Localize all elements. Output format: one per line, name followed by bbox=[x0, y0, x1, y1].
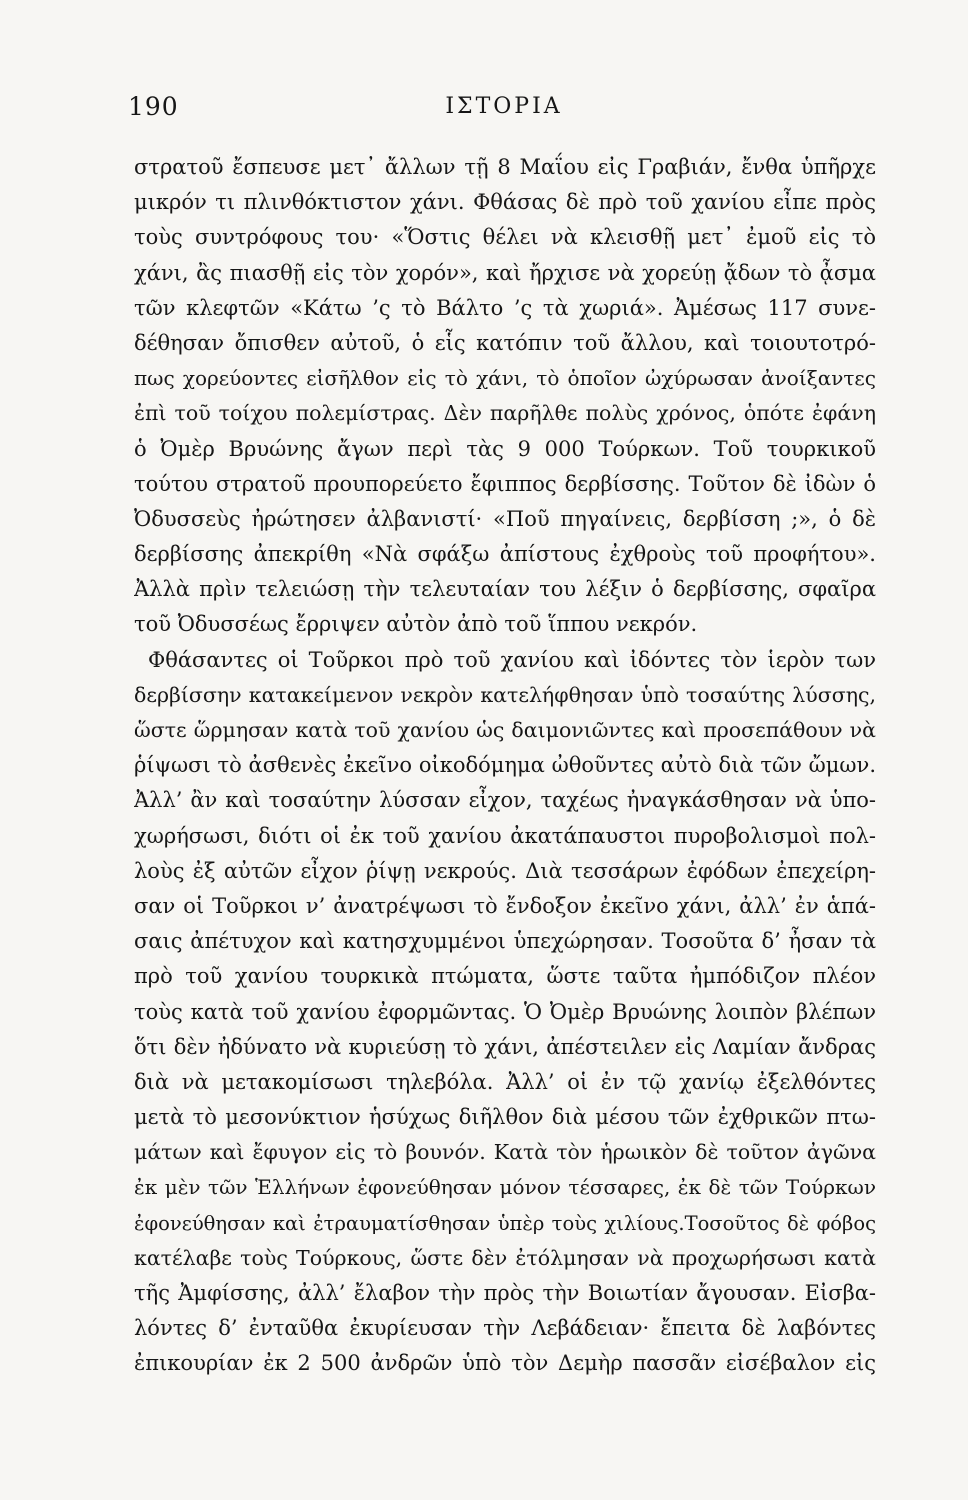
text-line: στρατοῦ ἔσπευσε μετ᾽ ἄλλων τῇ 8 Μαΐου εἰς Γραβιάν, ἔνθα ὑπῆρχε bbox=[134, 155, 876, 179]
text-line: τοῦ Ὀδυσσέως ἔρριψεν αὐτὸν ἀπὸ τοῦ ἵππου νεκρόν. bbox=[134, 612, 698, 637]
text-line: τῆς Ἀμφίσσης, ἀλλ’ ἔλαβον τὴν πρὸς τὴν Βοιωτίαν ἄγουσαν. Εἰσβα- bbox=[134, 1281, 876, 1305]
text-line: ὁ Ὀμὲρ Βρυώνης ἄγων περὶ τὰς 9 000 Τούρκων. Τοῦ τουρκικοῦ bbox=[134, 436, 876, 461]
text-line: Ἀλλὰ πρὶν τελειώσῃ τὴν τελευταίαν του λέξιν ὁ δερβίσσης, σφαῖρα bbox=[134, 577, 876, 602]
text-line: πως χορεύοντες εἰσῆλθον εἰς τὸ χάνι, τὸ ὁποῖον ὠχύρωσαν ἀνοίξαντες bbox=[134, 366, 876, 391]
text-line: Φθάσαντες οἱ Τοῦρκοι πρὸ τοῦ χανίου καὶ ἰδόντες τὸν ἱερὸν των bbox=[148, 647, 876, 672]
text-line: Ἀλλ’ ἂν καὶ τοσαύτην λύσσαν εἶχον, ταχέως ἠναγκάσθησαν νὰ ὑπο- bbox=[134, 788, 876, 813]
text-line: λόντες δ’ ἐνταῦθα ἐκυρίευσαν τὴν Λεβάδειαν· ἔπειτα δὲ λαβόντες bbox=[134, 1316, 876, 1341]
text-line: τοὺς κατὰ τοῦ χανίου ἐφορμῶντας. Ὁ Ὀμὲρ Βρυώνης λοιπὸν βλέπων bbox=[134, 999, 876, 1024]
text-line: ῥίψωσι τὸ ἀσθενὲς ἐκεῖνο οἰκοδόμημα ὠθοῦντες αὐτὸ διὰ τῶν ὤμων. bbox=[134, 753, 876, 778]
text-line: ἐκ μὲν τῶν Ἑλλήνων ἐφονεύθησαν μόνον τέσσαρες, ἐκ δὲ τῶν Τούρκων bbox=[134, 1175, 876, 1200]
body-text bbox=[134, 150, 876, 1382]
text-line: διὰ νὰ μετακομίσωσι τηλεβόλα. Ἀλλ’ οἱ ἐν τῷ χανίῳ ἐξελθόντες bbox=[134, 1069, 876, 1094]
text-line: μικρόν τι πλινθόκτιστον χάνι. Φθάσας δὲ πρὸ τοῦ χανίου εἶπε πρὸς bbox=[134, 190, 876, 215]
text-line: λοὺς ἐξ αὐτῶν εἶχον ῥίψῃ νεκρούς. Διὰ τεσσάρων ἐφόδων ἐπεχείρη- bbox=[134, 858, 876, 883]
text-line: σαις ἀπέτυχον καὶ κατησχυμμένοι ὑπεχώρησαν. Τοσοῦτα δ’ ἦσαν τὰ bbox=[134, 929, 876, 954]
text-line: χωρήσωσι, διότι οἱ ἐκ τοῦ χανίου ἀκατάπαυστοι πυροβολισμοὶ πολ- bbox=[134, 823, 876, 848]
text-line: χάνι, ἂς πιασθῇ εἰς τὸν χορόν», καὶ ἤρχισε νὰ χορεύῃ ᾄδων τὸ ᾆσμα bbox=[134, 260, 876, 285]
text-line: μάτων καὶ ἔφυγον εἰς τὸ βουνόν. Κατὰ τὸν ἡρωικὸν δὲ τοῦτον ἀγῶνα bbox=[134, 1140, 876, 1165]
text-line: κατέλαβε τοὺς Τούρκους, ὥστε δὲν ἐτόλμησαν νὰ προχωρήσωσι κατὰ bbox=[134, 1245, 876, 1270]
text-line: δερβίσσην κατακείμενον νεκρὸν κατελήφθησαν ὑπὸ τοσαύτης λύσσης, bbox=[134, 682, 876, 707]
running-title: ΙΣΤΟΡΙΑ bbox=[445, 94, 563, 119]
text-line: ὥστε ὥρμησαν κατὰ τοῦ χανίου ὡς δαιμονιῶντες καὶ προσεπάθουν νὰ bbox=[134, 718, 876, 742]
text-line: σαν οἱ Τοῦρκοι ν’ ἀνατρέψωσι τὸ ἔνδοξον ἐκεῖνο χάνι, ἀλλ’ ἐν ἁπά- bbox=[134, 893, 876, 918]
text-line: δέθησαν ὄπισθεν αὐτοῦ, ὁ εἷς κατόπιν τοῦ ἄλλου, καὶ τοιουτοτρό- bbox=[134, 330, 876, 355]
running-head bbox=[128, 92, 880, 126]
text-line: δερβίσσης ἀπεκρίθη «Νὰ σφάξω ἀπίστους ἐχθροὺς τοῦ προφήτου». bbox=[134, 542, 876, 567]
text-line: τούτου στρατοῦ προυπορεύετο ἔφιππος δερβίσσης. Τοῦτον δὲ ἰδὼν ὁ bbox=[134, 471, 876, 496]
page-number: 190 bbox=[128, 92, 179, 121]
text-line: ἐπικουρίαν ἐκ 2 500 ἀνδρῶν ὑπὸ τὸν Δεμὴρ πασσᾶν εἰσέβαλον εἰς bbox=[134, 1351, 876, 1376]
text-line: ἐφονεύθησαν καὶ ἐτραυματίσθησαν ὑπὲρ τοὺς χιλίους.Τοσοῦτος δὲ φόβος bbox=[134, 1211, 876, 1235]
text-line: ἐπὶ τοῦ τοίχου πολεμίστρας. Δὲν παρῆλθε πολὺς χρόνος, ὁπότε ἐφάνη bbox=[134, 401, 876, 426]
text-line: τοὺς συντρόφους του· «Ὅστις θέλει νὰ κλεισθῇ μετ᾽ ἐμοῦ εἰς τὸ bbox=[134, 225, 876, 250]
text-line: πρὸ τοῦ χανίου τουρκικὰ πτώματα, ὥστε ταῦτα ἠμπόδιζον πλέον bbox=[134, 964, 876, 989]
text-line: μετὰ τὸ μεσονύκτιον ἡσύχως διῆλθον διὰ μέσου τῶν ἐχθρικῶν πτω- bbox=[134, 1105, 876, 1130]
text-line: τῶν κλεφτῶν «Κάτω ’ς τὸ Βάλτο ’ς τὰ χωριά». Ἀμέσως 117 συνε- bbox=[134, 295, 876, 320]
text-line: Ὀδυσσεὺς ἠρώτησεν ἀλβανιστί· «Ποῦ πηγαίνεις, δερβίσση ;», ὁ δὲ bbox=[134, 506, 876, 531]
text-line: ὅτι δὲν ἠδύνατο νὰ κυριεύσῃ τὸ χάνι, ἀπέστειλεν εἰς Λαμίαν ἄνδρας bbox=[134, 1034, 876, 1059]
